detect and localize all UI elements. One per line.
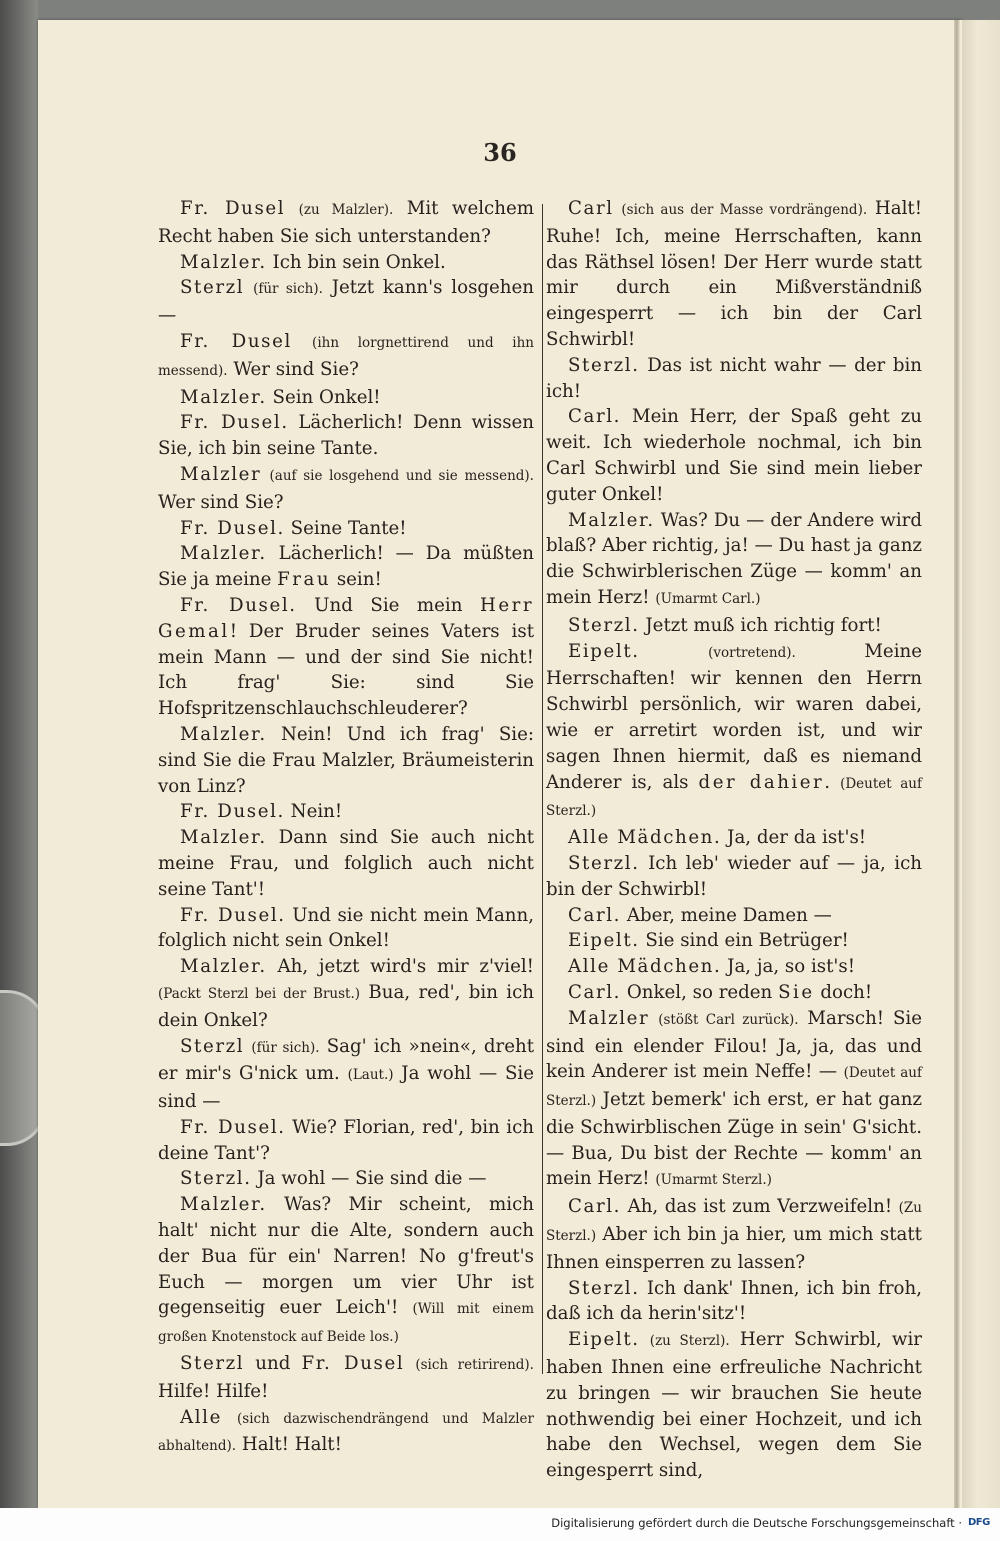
dialogue-paragraph: Carl. Ah, das ist zum Verzweifeln! (Zu Sterzl.) Aber ich bin ja hier, um mich statt Ihnen einsperren zu lassen? — [546, 1196, 922, 1273]
dialogue-paragraph: Fr. Dusel (ihn lorgnettirend und ihn messend). Wer sind Sie? — [158, 330, 534, 380]
left-column — [158, 196, 534, 1460]
dialogue-paragraph: Fr. Dusel (zu Malzler). Mit welchem Recht haben Sie sich unterstanden? — [158, 198, 534, 247]
dialogue-paragraph: Malzler. Sein Onkel! — [180, 386, 381, 408]
dialogue-paragraph: Malzler. Nein! Und ich frag' Sie: sind Sie die Frau Malzler, Bräumeisterin von Linz? — [158, 723, 534, 797]
footer-credit: Digitalisierung gefördert durch die Deutsche Forschungsgemeinschaft · — [551, 1516, 962, 1530]
page-gutter — [954, 20, 960, 1508]
dfg-logo: DFG — [968, 1517, 990, 1528]
dialogue-paragraph: Eipelt. (zu Sterzl). Herr Schwirbl, wir haben Ihnen eine erfreuliche Nachricht zu bringen — wir brauchen Sie heute nothwendig bei einer Hochzeit, und ich habe den Wechsel, wegen dem Sie eingesperrt sind, — [546, 1329, 922, 1482]
dialogue-paragraph: Sterzl und Fr. Dusel (sich retirirend). Hilfe! Hilfe! — [158, 1353, 534, 1402]
dialogue-paragraph: Fr. Dusel. Seine Tante! — [180, 517, 407, 539]
page-number: 36 — [483, 138, 517, 167]
dialogue-paragraph: Fr. Dusel. Lächerlich! Denn wissen Sie, ich bin seine Tante. — [158, 412, 535, 460]
dialogue-paragraph: Fr. Dusel. Nein! — [180, 801, 343, 823]
dialogue-paragraph: Alle (sich dazwischendrängend und Malzler abhaltend). Halt! Halt! — [158, 1406, 534, 1456]
dialogue-paragraph: Malzler. Dann sind Sie auch nicht meine Frau, und folglich auch nicht seine Tant'! — [158, 827, 534, 900]
dialogue-paragraph: Carl. Onkel, so reden Sie doch! — [568, 981, 873, 1003]
dialogue-paragraph: Sterzl (für sich). Sag' ich »nein«, dreht er mir's G'nick um. (Laut.) Ja wohl — Sie sind — — [158, 1035, 534, 1113]
dialogue-paragraph: Alle Mädchen. Ja, ja, so ist's! — [568, 956, 856, 978]
dialogue-paragraph: Sterzl. Ich dank' Ihnen, ich bin froh, daß ich da herin'sitz'! — [546, 1277, 922, 1325]
dialogue-paragraph: Malzler. Lächerlich! — Da müßten Sie ja meine Frau sein! — [158, 543, 534, 591]
next-page-edge — [962, 20, 1000, 1508]
dialogue-paragraph: Fr. Dusel. Wie? Florian, red', bin ich deine Tant'? — [158, 1116, 534, 1164]
dialogue-paragraph: Carl (sich aus der Masse vordrängend). Halt! Ruhe! Ich, meine Herrschaften, kann das Räthsel lösen! Der Herr wurde statt mir durch ein Mißverständniß eingesperrt — ich bin der Carl Schwirbl! — [546, 198, 922, 350]
column-divider — [542, 204, 543, 1374]
dialogue-paragraph: Sterzl. Jetzt muß ich richtig fort! — [568, 614, 882, 636]
dialogue-paragraph: Malzler (stößt Carl zurück). Marsch! Sie sind ein elender Filou! Ja, ja, das und kein Anderer ist mein Neffe! — (Deutet auf Sterzl.) Jetzt bemerk' ich erst, er hat ganz die Schwirblischen Züge in sein' G'sicht. — Bua, Du bist der Rechte — komm' an mein Herz! (Umarmt Sterzl.) — [546, 1007, 922, 1190]
dialogue-paragraph: Carl. Aber, meine Damen — — [568, 904, 832, 926]
footer-bar — [0, 1508, 1000, 1541]
dialogue-paragraph: Fr. Dusel. Und sie nicht mein Mann, folglich nicht sein Onkel! — [158, 904, 534, 952]
right-column — [546, 196, 922, 1484]
dialogue-paragraph: Sterzl (für sich). Jetzt kann's losgehen — — [158, 277, 534, 327]
dialogue-paragraph: Malzler (auf sie losgehend und sie messend). Wer sind Sie? — [158, 463, 534, 513]
dialogue-paragraph: Malzler. Ich bin sein Onkel. — [180, 251, 446, 273]
dialogue-paragraph: Malzler. Was? Du — der Andere wird blaß? Aber richtig, ja! — Du hast ja ganz die Schwirblerischen Züge — komm' an mein Herz! (Umarmt Carl.) — [546, 509, 922, 608]
dialogue-paragraph: Malzler. Was? Mir scheint, mich halt' nicht nur die Alte, sondern auch der Bua für ein' Narren! No g'freut's Euch — morgen um vier Uhr ist gegenseitig euer Leich'! (Will mit einem großen Knotenstock auf Beide los.) — [158, 1194, 534, 1346]
dialogue-paragraph: Sterzl. Ich leb' wieder auf — ja, ich bin der Schwirbl! — [546, 852, 922, 900]
dialogue-paragraph: Eipelt. (vortretend). Meine Herrschaften! wir kennen den Herrn Schwirbl persönlich, wir waren dabei, wie er arretirt worden ist, und wir sagen Ihnen hiermit, daß es niemand Anderer is, als der dahier. (Deutet auf Sterzl.) — [546, 640, 922, 820]
dialogue-paragraph: Fr. Dusel. Und Sie mein Herr Gemal! Der Bruder seines Vaters ist mein Mann — und der sind Sie nicht! Ich frag' Sie: sind Sie Hofspritzenschlauchschleuderer? — [158, 594, 535, 720]
dialogue-paragraph: Malzler. Ah, jetzt wird's mir z'viel! (Packt Sterzl bei der Brust.) Bua, red', bin ich dein Onkel? — [158, 956, 534, 1031]
book-page — [38, 20, 962, 1508]
dialogue-paragraph: Carl. Mein Herr, der Spaß geht zu weit. Ich wiederhole nochmal, ich bin Carl Schwirbl und Sie sind mein lieber guter Onkel! — [546, 406, 922, 505]
dialogue-paragraph: Sterzl. Ja wohl — Sie sind die — — [180, 1168, 487, 1190]
dialogue-paragraph: Eipelt. Sie sind ein Betrüger! — [568, 930, 849, 952]
dialogue-paragraph: Alle Mädchen. Ja, der da ist's! — [568, 827, 867, 849]
dialogue-paragraph: Sterzl. Das ist nicht wahr — der bin ich! — [546, 354, 922, 402]
page-binding-shadow — [0, 0, 38, 1541]
